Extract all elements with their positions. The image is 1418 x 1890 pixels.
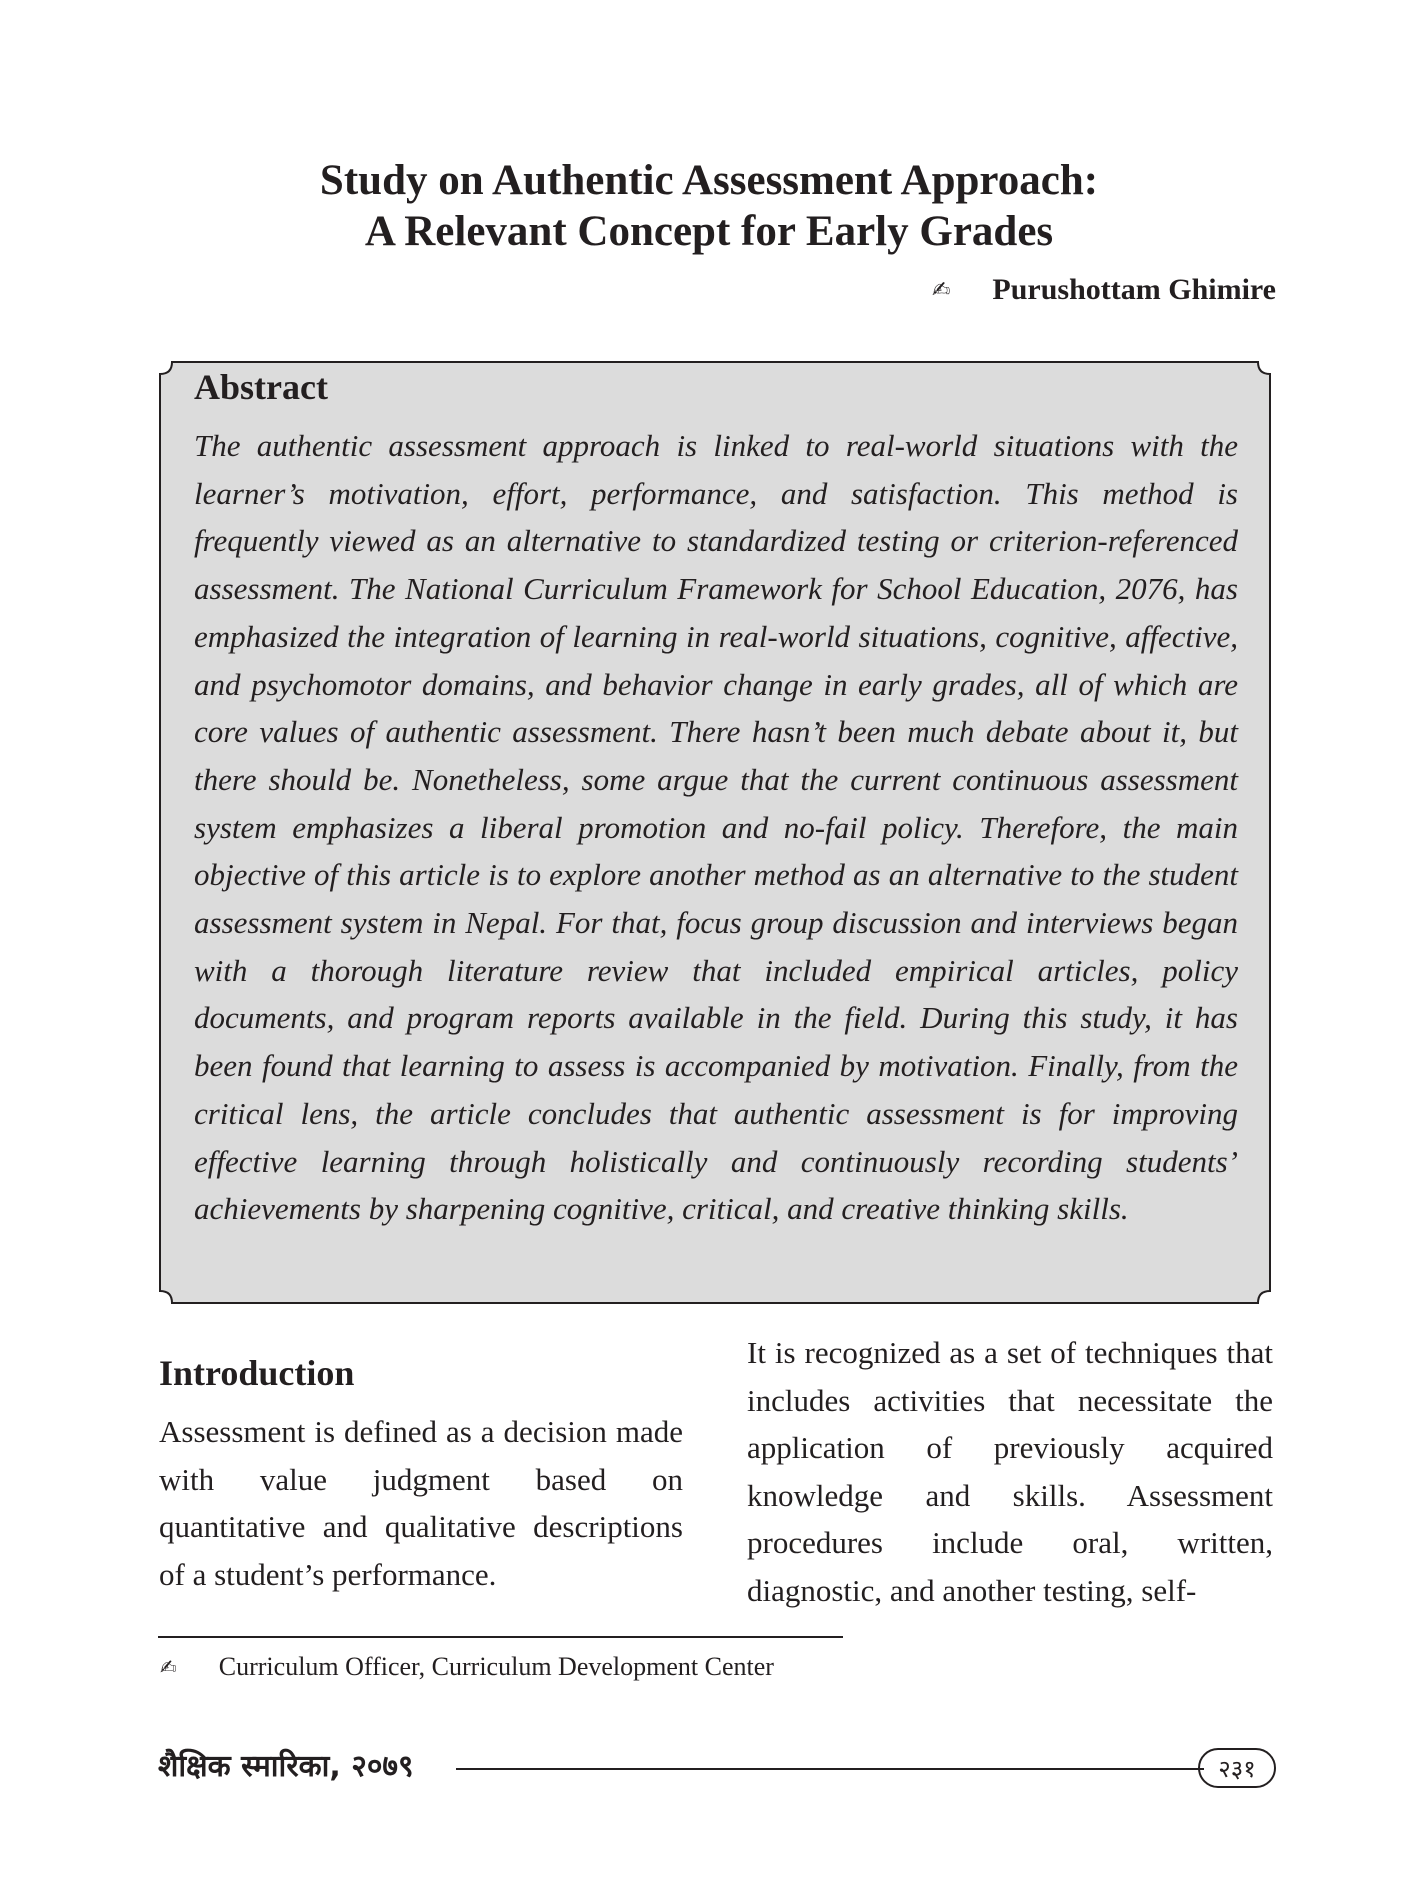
author-name: Purushottam Ghimire — [992, 273, 1276, 306]
pen-nib-icon: ✍ — [931, 277, 951, 303]
footnote-text: Curriculum Officer, Curriculum Development Center — [218, 1652, 774, 1681]
pen-nib-icon: ✍ — [160, 1655, 177, 1679]
footer-divider — [456, 1768, 1204, 1770]
section-heading-introduction: Introduction — [159, 1353, 355, 1393]
left-column — [159, 1350, 683, 1598]
right-column — [747, 1329, 1273, 1615]
intro-paragraph-left: Assessment is defined as a decision made with value judgment based on quantitative and qualitative descriptions of a student’s performance. — [159, 1414, 683, 1592]
title-line-1: Study on Authentic Assessment Approach: — [319, 157, 1099, 204]
page-number: २३१ — [1198, 1748, 1276, 1788]
journal-name: शैक्षिक स्मारिका, २०७९ — [158, 1749, 414, 1784]
article-title — [0, 155, 1418, 257]
abstract-text: The authentic assessment approach is linked to real-world situations with the learner’s motivation, effort, performance, and satisfaction. This method is frequently viewed as an alternative to standardized testing or criterion-referenced assessment. The National Curriculum Framework for School Education, 2076, has emphasized the integration of learning in real-world situations, cognitive, affective, and psychomotor domains, and behavior change in early grades, all of which are core values of authentic assessment. There hasn’t been much debate about it, but there should be. Nonetheless, some argue that the current continuous assessment system emphasizes a liberal promotion and no-fail policy. Therefore, the main objective of this article is to explore another method as an alternative to the student assessment system in Nepal. For that, focus group discussion and interviews began with a thorough literature review that included empirical articles, policy documents, and program reports available in the field. During this study, it has been found that learning to assess is accompanied by motivation. Finally, from the critical lens, the article concludes that authentic assessment is for improving effective learning through holistically and continuously recording students’ achievements by sharpening cognitive, critical, and creative thinking skills. — [194, 428, 1238, 1227]
title-line-2: A Relevant Concept for Early Grades — [364, 208, 1054, 255]
abstract-box — [158, 360, 1272, 1305]
footnote-divider — [158, 1636, 843, 1638]
abstract-heading: Abstract — [194, 367, 328, 407]
intro-paragraph-right: It is recognized as a set of techniques that includes activities that necessitate the application of previously acquired knowledge and skills. Assessment procedures include oral, written, diagnostic, and another testing, self- — [747, 1335, 1273, 1608]
author-byline — [932, 273, 1276, 307]
footnote — [160, 1652, 774, 1682]
